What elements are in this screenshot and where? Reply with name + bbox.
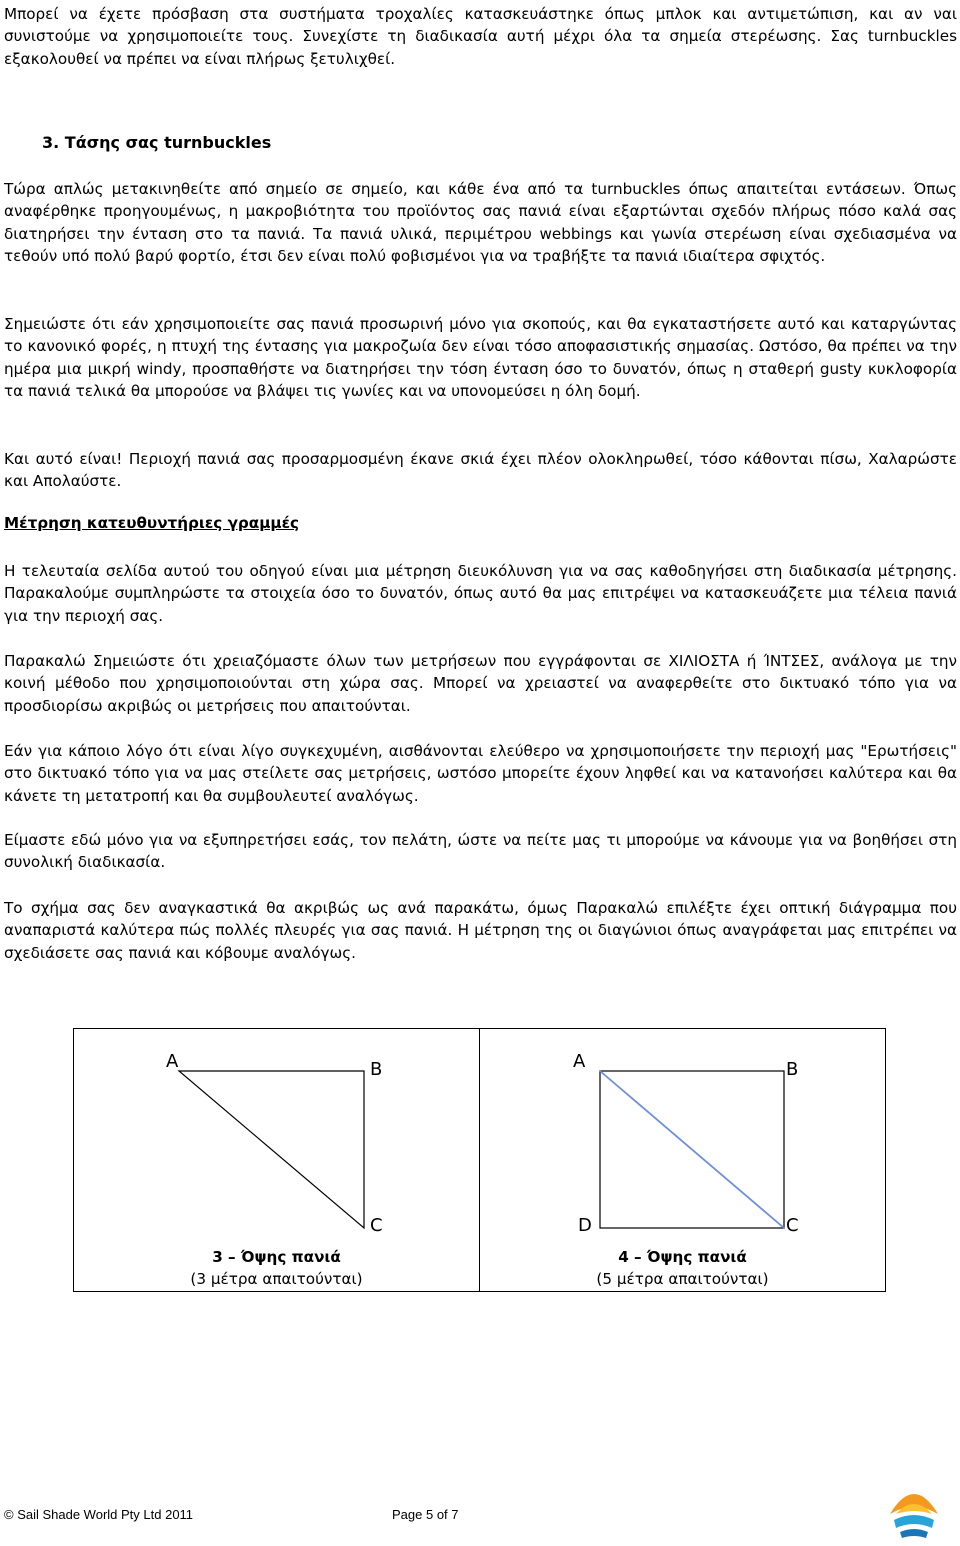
- shape-figures-table: [73, 1028, 886, 1292]
- figure-title: 3 – Όψης πανιά: [212, 1248, 341, 1266]
- page-number: Page 5 of 7: [392, 1507, 459, 1522]
- label-a: A: [166, 1051, 179, 1072]
- page-footer: [0, 1504, 960, 1546]
- figure-3-sided: [74, 1029, 480, 1291]
- subsection-title: Μέτρηση κατευθυντήριες γραμμές: [4, 514, 300, 532]
- paragraph: Η τελευταία σελίδα αυτού του οδηγού είναι μια μέτρηση διευκόλυνση για να σας καθοδηγήσει στη διαδικασία μέτρησης. Παρακαλούμε συμπληρώστε τα στοιχεία όσο το δυνατόν, όπως αυτό θα μας επιτρέψει να κατασκευάζετε μια τέλεια πανιά για την περιοχή σας.: [4, 562, 957, 625]
- label-c: C: [370, 1215, 383, 1236]
- label-a: A: [573, 1051, 586, 1072]
- paragraph: Παρακαλώ Σημειώστε ότι χρειαζόμαστε όλων των μετρήσεων που εγγράφονται σε ΧΙΛΙΟΣΤΑ ή ΊΝΤΣΕΣ, ανάλογα με την κοινή μέθοδο που χρησιμοποιούνται στη χώρα σας. Μπορεί να χρειαστεί να αναφερθείτε στο δικτυακό τόπο για να προσδιορίσω ακριβώς οι μετρήσεις που απαιτούνται.: [4, 652, 957, 715]
- label-d: D: [578, 1215, 592, 1236]
- section-title: 3. Τάσης σας turnbuckles: [42, 133, 272, 152]
- paragraph: Τώρα απλώς μετακινηθείτε από σημείο σε σημείο, και κάθε ένα από τα turnbuckles όπως απαιτείται εντάσεων. Όπως αναφέρθηκε προηγουμένως, η μακροβιότητα του προϊόντος σας πανιά είναι εξαρτώνται σχεδόν πλήρως πόσο καλά σας διατηρήσει την ένταση στο τα πανιά. Τα πανιά υλικά, περιμέτρου webbings και γωνία στερέωση είναι σχεδιασμένα να τεθούν υπό πολύ βαρύ φορτίο, έτσι δεν είναι πολύ φοβισμένοι για να τραβήξτε τα πανιά ιδιαίτερα σφιχτός.: [4, 180, 957, 266]
- label-b: B: [786, 1059, 799, 1080]
- figure-title: 4 – Όψης πανιά: [618, 1248, 747, 1266]
- paragraph: Σημειώστε ότι εάν χρησιμοποιείτε σας πανιά προσωρινή μόνο για σκοπούς, και θα εγκαταστήσετε αυτό και καταργώντας το κανονικό φορές, η πτυχή της έντασης για μακροζωία δεν είναι τόσο αποφασιστικής σημασίας. Ωστόσο, θα πρέπει να την ημέρα μια μικρή windy, προσπαθήστε να διατηρήσει την τόση ένταση όσο το δυνατόν, όπως η σταθερή gusty κυκλοφορία τα πανιά τελικά θα μπορούσε να βλάψει τις γωνίες και να υπονομεύσει η όλη δομή.: [4, 315, 957, 401]
- figure-subtitle: (5 μέτρα απαιτούνται): [596, 1270, 769, 1288]
- figure-caption: [74, 1246, 479, 1290]
- label-b: B: [370, 1059, 383, 1080]
- sail-shade-logo-icon: [882, 1480, 946, 1544]
- paragraph: Είμαστε εδώ μόνο για να εξυπηρετήσει εσάς, τον πελάτη, ώστε να πείτε μας τι μπορούμε να κάνουμε για να βοηθήσει στη συνολική διαδικασία.: [4, 831, 957, 872]
- figure-4-sided: [480, 1029, 885, 1291]
- label-c: C: [786, 1215, 799, 1236]
- diagonal-line: [600, 1071, 784, 1228]
- triangle-shape: [179, 1071, 364, 1228]
- paragraph: Το σχήμα σας δεν αναγκαστικά θα ακριβώς ως ανά παρακάτω, όμως Παρακαλώ επιλέξτε έχει οπτική διάγραμμα που αναπαριστά καλύτερα πώς πολλές πλευρές για σας πανιά. Η μέτρηση της οι διαγώνιοι όπως αναγράφεται μας επιτρέπει να σχεδιάσετε σας πανιά και κόβουμε αναλόγως.: [4, 899, 957, 962]
- square-diagram: [480, 1041, 885, 1241]
- copyright-text: © Sail Shade World Pty Ltd 2011: [4, 1507, 194, 1522]
- paragraph: Εάν για κάποιο λόγο ότι είναι λίγο συγκεχυμένη, αισθάνονται ελεύθερο να χρησιμοποιήσετε την περιοχή μας "Ερωτήσεις" στο δικτυακό τόπο για να μας στείλετε σας μετρήσεις, ωστόσο μπορείτε έχουν ληφθεί και να κατανοήσει καλύτερα και θα κάνετε τη μετατροπή και θα συμβουλευτεί αναλόγως.: [4, 742, 957, 805]
- paragraph: Και αυτό είναι! Περιοχή πανιά σας προσαρμοσμένη έκανε σκιά έχει πλέον ολοκληρωθεί, τόσο κάθονται πίσω, Χαλαρώστε και Απολαύστε.: [4, 450, 957, 491]
- intro-paragraph: Μπορεί να έχετε πρόσβαση στα συστήματα τροχαλίες κατασκευάστηκε όπως μπλοκ και αντιμετώπιση, και αν ναι συνιστούμε να χρησιμοποιείτε τους. Συνεχίστε τη διαδικασία αυτή μέχρι όλα τα σημεία στερέωσης. Σας turnbuckles εξακολουθεί να πρέπει να είναι πλήρως ξετυλιχθεί.: [4, 5, 957, 68]
- figure-caption: [480, 1246, 885, 1290]
- triangle-diagram: [74, 1041, 479, 1241]
- figure-subtitle: (3 μέτρα απαιτούνται): [190, 1270, 363, 1288]
